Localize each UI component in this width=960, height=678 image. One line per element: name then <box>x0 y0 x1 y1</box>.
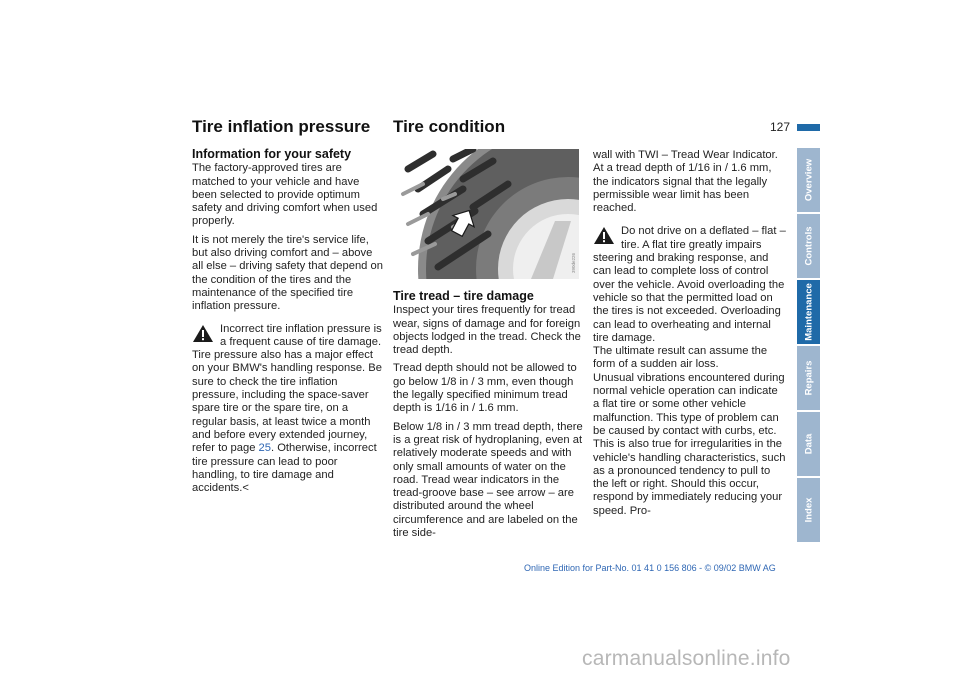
col2-paragraph-2: Tread depth should not be allowed to go below 1/8 in / 3 mm, even though the legally specified minimum tread depth is 1/16 in / 1.6 mm. <box>393 362 577 415</box>
tab-index[interactable] <box>797 478 820 542</box>
tab-overview[interactable] <box>797 148 820 212</box>
chapter-tabs <box>797 148 820 544</box>
column-2 <box>393 149 586 545</box>
warning-triangle-icon <box>593 226 615 245</box>
col3-paragraph-3: Unusual vibrations encountered during normal vehicle operation can indicate a flat tire or some other vehicle malfunction. This type of problem can be caused by contact with curbs, etc. This is also true for irregularities in the vehicle's handling characteristics, such as a pronounced tendency to pull to the left or right. Should this occur, respond by immediately reducing your speed. Pro- <box>593 371 786 517</box>
flat-tire-warning-text: Do not drive on a deflated – flat – tire. A flat tire greatly impairs steering and braking response, and can lead to complete loss of control over the vehicle. Avoid overloading the vehicle so that the permitted load on the tires is not exceeded. Overloading can lead to overheating and internal tire damage. <box>593 225 786 344</box>
flat-tire-warning <box>593 225 786 345</box>
tread-heading: Tire tread – tire damage <box>393 289 534 303</box>
col1-paragraph-1: The factory-approved tires are matched to your vehicle and have been selected to provide optimum safety and driving comfort when used properly. <box>192 162 378 228</box>
tab-overview-label: Overview <box>803 158 814 202</box>
left-section-title: Tire inflation pressure <box>192 117 371 136</box>
tab-maintenance[interactable] <box>797 280 820 344</box>
warning-text-end: . Otherwise, incorrect tire pressure can lead to poor handling, to tire damage and accidents.< <box>192 442 377 495</box>
site-watermark: carmanualsonline.info <box>582 647 791 670</box>
pressure-warning <box>192 323 384 496</box>
safety-heading: Information for your safety <box>192 147 352 161</box>
col2-paragraph-1: Inspect your tires frequently for tread wear, signs of damage and for foreign objects lodged in the tread. Check the tread depth. <box>393 304 581 357</box>
page-number-bar <box>797 124 820 131</box>
tire-tread-image <box>393 149 579 279</box>
image-code: 390de226 <box>571 252 576 273</box>
column-1 <box>192 148 384 495</box>
tab-maintenance-label: Maintenance <box>803 283 814 341</box>
right-section-title: Tire condition <box>393 117 506 136</box>
column-3 <box>593 149 786 518</box>
col2-paragraph-3: Below 1/8 in / 3 mm tread depth, there is a great risk of hydroplaning, even at relatively moderate speeds and with only small amounts of water on the road. Tread wear indicators in the tread-groove base – see arrow – are distributed around the wheel circumference and are labeled on the tire side- <box>393 420 583 540</box>
edition-footer: Online Edition for Part-No. 01 41 0 156 806 - © 09/02 BMW AG <box>524 563 776 573</box>
tab-data[interactable] <box>797 412 820 476</box>
tab-controls[interactable] <box>797 214 820 278</box>
col3-paragraph-2: The ultimate result can assume the form of a sudden air loss. <box>593 345 768 371</box>
tab-controls-label: Controls <box>803 226 814 266</box>
tab-repairs[interactable] <box>797 346 820 410</box>
warning-text: Incorrect tire inflation pressure is a frequent cause of tire damage. Tire pressure also has a major effect on your BMW's handling response. Be sure to check the tire inflation pressure, including the space-saver spare tire or the spare tire, on a regular basis, at least twice a month and before every extended journey, refer to page <box>192 322 382 455</box>
col1-paragraph-2: It is not merely the tire's service life, but also driving comfort and – above all else – driving safety that depend on the condition of the tires and the maintenance of the specified tire inflation pressure. <box>192 233 383 313</box>
tab-index-label: Index <box>803 497 814 523</box>
col3-paragraph-1: wall with TWI – Tread Wear Indicator. At a tread depth of 1/16 in / 1.6 mm, the indicators signal that the legally permissible wear limit has been reached. <box>593 149 778 215</box>
warning-triangle-icon <box>192 324 214 343</box>
page-number: 127 <box>770 120 791 134</box>
tab-data-label: Data <box>803 433 814 455</box>
page-25-link[interactable]: 25 <box>258 442 271 455</box>
tab-repairs-label: Repairs <box>803 360 814 396</box>
